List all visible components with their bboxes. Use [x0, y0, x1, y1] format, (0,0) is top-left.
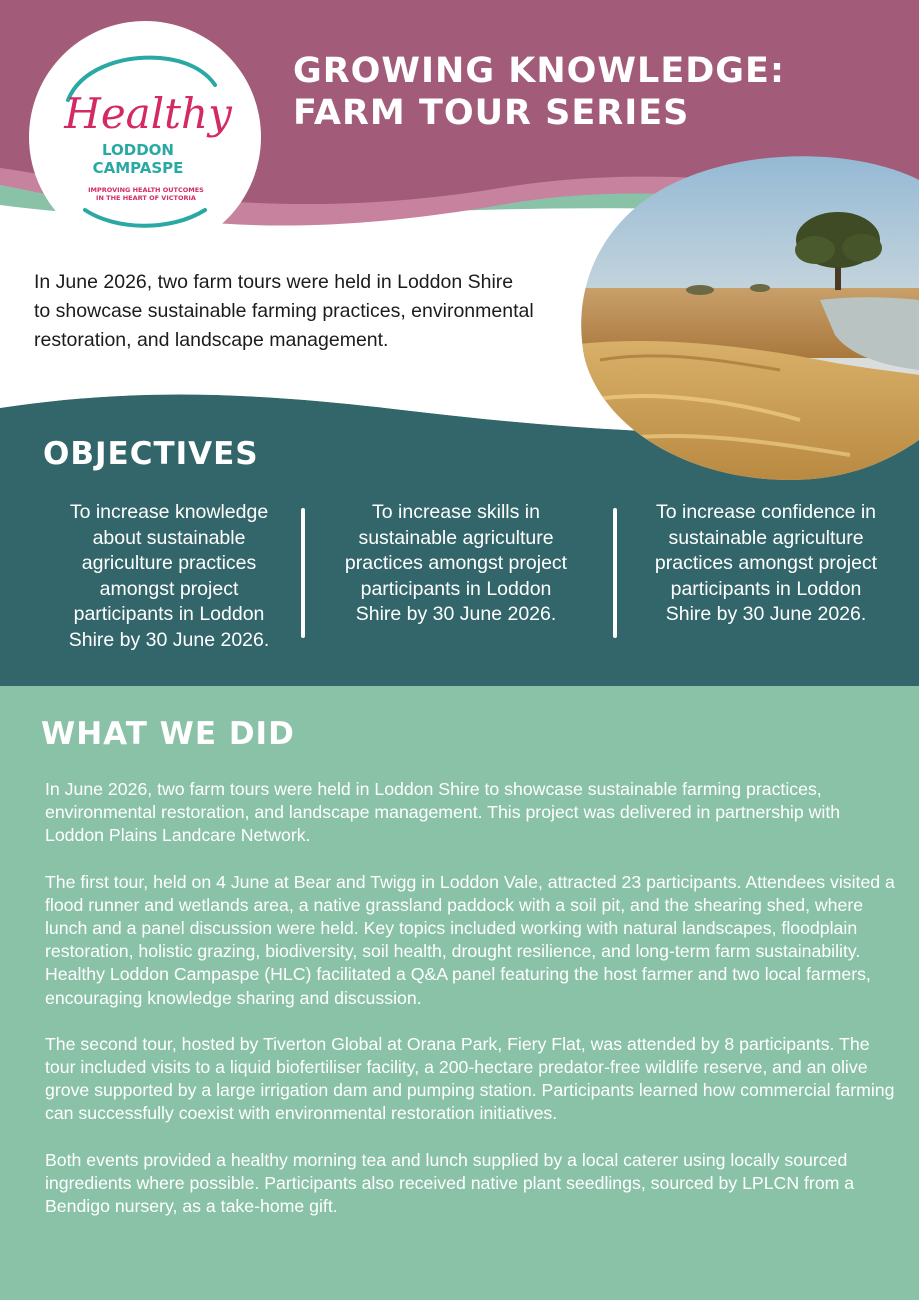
logo-line2: CAMPASPE [92, 159, 184, 177]
what-we-did-body [45, 778, 900, 1241]
body-paragraph: The first tour, held on 4 June at Bear and Twigg in Loddon Vale, attracted 23 participants. Attendees visited a flood runner and wetlands area, a native grassland paddock with a soil pit, and the shearing shed, where lunch and a panel discussion were held. Key topics included working with natural landscapes, floodplain restoration, holistic grazing, biodiversity, soil health, drought resilience, and long-term farm sustainability. Healthy Loddon Campaspe (HLC) facilitated a Q&A panel featuring the host farmer and two local farmers, encouraging knowledge sharing and discussion. [45, 871, 895, 1008]
page-title [293, 50, 853, 134]
title-line-2: FARM TOUR SERIES [293, 93, 690, 133]
intro-paragraph: In June 2026, two farm tours were held in Loddon Shire to showcase sustainable farming practices, environmental restoration, and landscape management. [34, 271, 534, 351]
what-we-did-heading: WHAT WE DID [41, 716, 295, 752]
logo-tagline1: IMPROVING HEALTH OUTCOMES [88, 186, 204, 194]
body-paragraph: Both events provided a healthy morning tea and lunch supplied by a local caterer using locally sourced ingredients where possible. Participants also received native plant seedlings, sourced by LPLCN from a Bendigo nursery, as a take-home gift. [45, 1149, 855, 1217]
body-paragraph: In June 2026, two farm tours were held in Loddon Shire to showcase sustainable farming practices, environmental restoration, and landscape management. This project was delivered in partnership with Loddon Plains Landcare Network. [45, 779, 841, 846]
logo-line1: LODDON [102, 141, 174, 159]
objective-knowledge: To increase knowledge about sustainable agriculture practices amongst project participants in Loddon Shire by 30 June 2026. [68, 501, 270, 651]
objective-divider [301, 508, 305, 638]
logo-wordmark: Healthy [64, 89, 232, 138]
objective-confidence: To increase confidence in sustainable agriculture practices amongst project participants in Loddon Shire by 30 June 2026. [654, 501, 878, 625]
body-paragraph: The second tour, hosted by Tiverton Global at Orana Park, Fiery Flat, was attended by 8 participants. The tour included visits to a liquid biofertiliser facility, a 200-hectare predator-free wildlife reserve, and an olive grove supported by a large irrigation dam and pumping station. Participants learned how commercial farming can successfully coexist with environmental restoration initiatives. [45, 1033, 895, 1124]
title-line-1: GROWING KNOWLEDGE: [293, 51, 785, 91]
objective-divider [613, 508, 617, 638]
logo-tagline2: IN THE HEART OF VICTORIA [96, 194, 196, 202]
objective-skills: To increase skills in sustainable agriculture practices amongst project participants in Loddon Shire by 30 June 2026. [344, 501, 568, 625]
objectives-list [50, 500, 910, 660]
objectives-heading: OBJECTIVES [43, 436, 259, 472]
